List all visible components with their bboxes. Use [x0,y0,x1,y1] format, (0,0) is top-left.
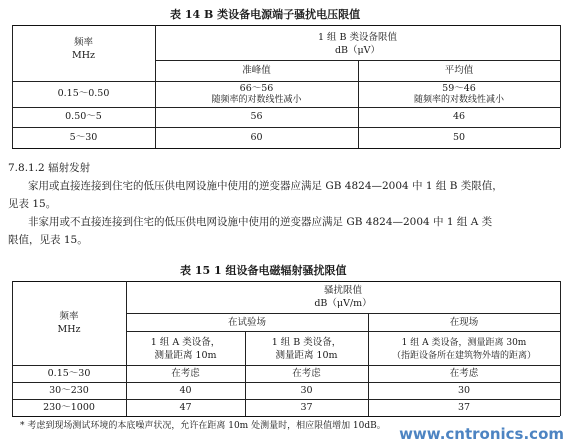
table15-col3-line1: 1 组 A 类设备，测量距离 30m [401,338,527,348]
table14-group-header: 1 组 B 类设备限值 [317,32,398,43]
table-row-freq: 0.15～0.50 [57,88,110,99]
table-row-qp: 60 [250,132,263,143]
table-row-qp: 66～56 [239,83,274,94]
table15-col1-line1: 1 组 A 类设备， [150,337,221,348]
table-row-b: 37 [300,402,313,413]
table15-col2-line2: 测量距离 10m [275,350,338,361]
table-row-a: 40 [179,385,192,396]
table-row-freq: 5～30 [69,132,98,143]
table14-group-unit: dB（μV） [334,45,381,56]
table15-title: 表 15 1 组设备电磁辐射骚扰限值 [180,264,347,277]
table-row-avg-note: 随频率的对数线性减小 [413,95,504,105]
table15-col3-line2: （指距设备所在建筑物外墙的距离） [391,351,536,361]
table14-freq-header: 频率 [73,37,93,48]
paragraph-1-line-1: 家用或直接连接到住宅的低压供电网设施中使用的逆变器应满足 GB 4824—2004 中 1 组 B 类限值， [28,180,503,192]
table15-freq-header: 频率 [59,311,79,322]
table-row-avg: 50 [452,132,466,143]
table15-limit-header: 骚扰限值 [323,285,362,296]
table-row-avg: 46 [452,111,466,122]
table-row-a: 47 [179,402,192,413]
watermark: www.cntronics.com [399,425,564,443]
table-row-b: 在考虑 [292,368,321,379]
table15-in-situ-header: 在现场 [449,317,479,328]
table-row-qp-note: 随频率的对数线性减小 [211,95,302,105]
table-row-freq: 0.15～30 [47,368,91,379]
table14-quasi-peak-header: 准峰值 [242,65,271,76]
table15-freq-unit: MHz [57,324,81,335]
table15-limit-unit: dB（μV/m） [314,298,372,309]
table-row-a: 在考虑 [171,368,200,379]
table-row-freq: 30～230 [49,385,89,396]
table-row-b: 30 [300,385,313,396]
table-row-c: 在考虑 [449,368,479,379]
table-row-freq: 230～1000 [43,402,95,413]
section-heading: 7.8.1.2 辐射发射 [8,162,91,174]
table15-col1-line2: 测量距离 10m [154,350,217,361]
table-row-c: 30 [457,385,471,396]
table14-title: 表 14 B 类设备电源端子骚扰电压限值 [170,8,361,21]
table-row-qp: 56 [250,111,263,122]
paragraph-2-line-2: 限值，见表 15。 [8,234,88,246]
table15-col2-line1: 1 组 B 类设备， [271,337,342,348]
table14-average-header: 平均值 [444,65,474,76]
table14-freq-unit: MHz [71,50,96,61]
paragraph-2-line-1: 非家用或不直接连接到住宅的低压供电网设施中使用的逆变器应满足 GB 4824—2004 中 1 组 A 类 [28,216,493,228]
paragraph-1-line-2: 见表 15。 [8,198,57,210]
table15-test-site-header: 在试验场 [227,317,266,328]
table-row-c: 37 [457,402,471,413]
table15-footnote: * 考虑到现场测试环境的本底噪声状况，允许在距离 10m 处测量时，相应限值增加 10dB。 [20,421,386,431]
table-row-avg: 59～46 [442,83,476,94]
table-row-freq: 0.50～5 [65,111,102,122]
